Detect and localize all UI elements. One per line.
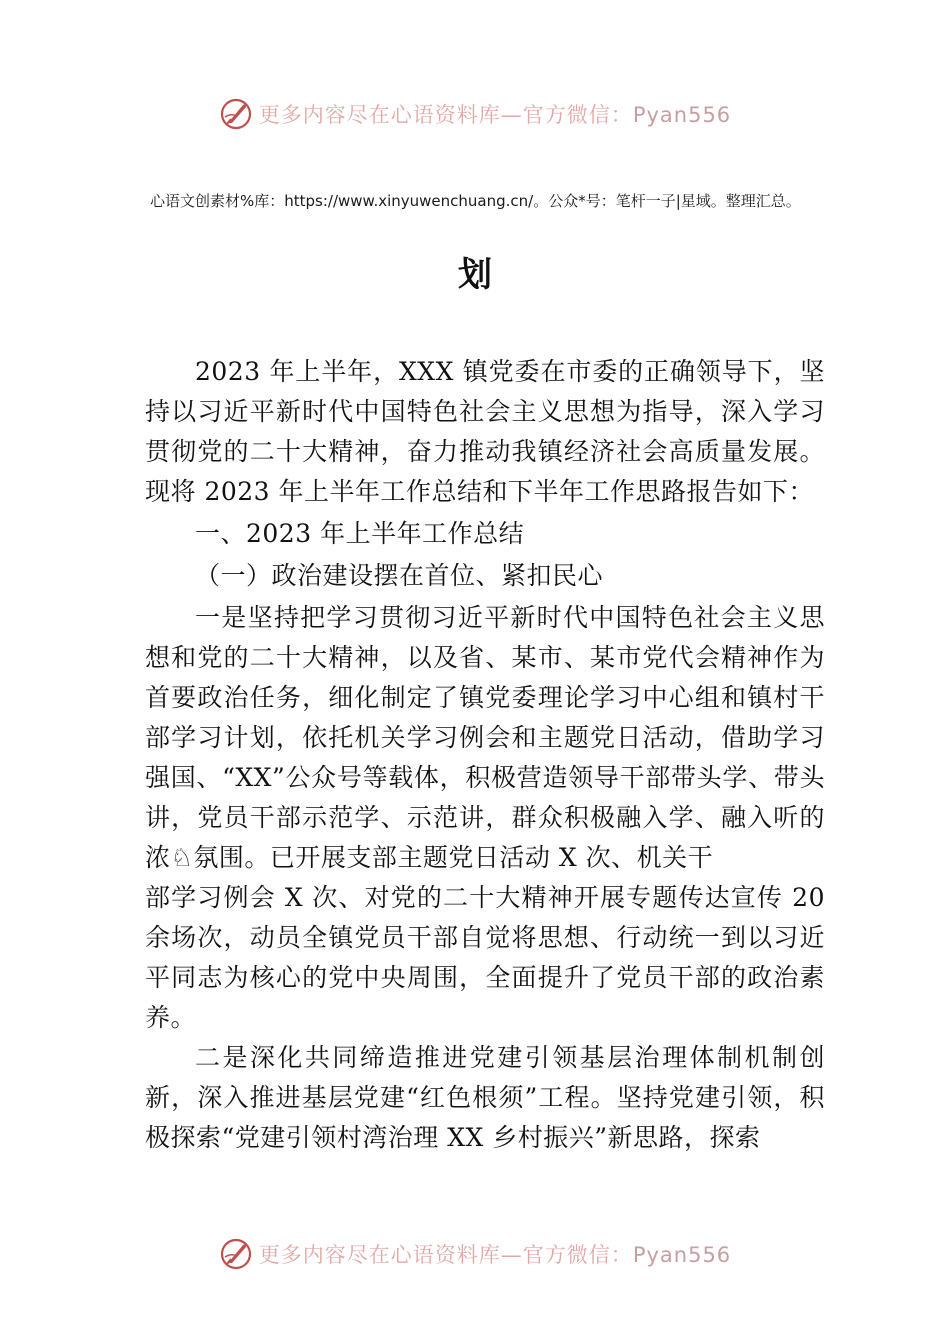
section-heading: 一、2023 年上半年工作总结 <box>195 519 525 548</box>
wechat-id: Pyan556 <box>632 103 732 127</box>
source-note: 心语文创素材%库：https://www.xinyuwenchuang.cn/。公众*号：笔杆一子|星域。整理汇总。 <box>150 192 801 210</box>
paragraph-point-1-cont: 部学习例会 X 次、对党的二十大精神开展专题传达宣传 20 余场次，动员全镇党员干部自觉将思想、行动统一到以习近平同志为核心的党中央周围，全面提升了党员干部的政治素养。 <box>145 883 825 1032</box>
footer-banner <box>0 1234 950 1274</box>
paragraph-point-1: 一是坚持把学习贯彻习近平新时代中国特色社会主义思想和党的二十大精神，以及省、某市、某市党代会精神作为首要政治任务，细化制定了镇党委理论学习中心组和镇村干部学习计划，依托机关学习例会和主题党日活动，借助学习强国、“XX”公众号等载体，积极营造领导干部带头学、带头讲，党员干部示范学、示范讲，群众积极融入学、融入听的浓♘氛围。已开展支部主题党日活动 X 次、机关干 <box>145 603 825 872</box>
wechat-id: Pyan556 <box>632 1243 732 1267</box>
banner-text: 更多内容尽在心语资料库—官方微信：Pyan556 <box>258 1243 732 1267</box>
subsection-heading: （一）政治建设摆在首位、紧扣民心 <box>195 561 604 590</box>
quill-pen-icon <box>219 1237 253 1271</box>
paragraph-point-2: 二是深化共同缔造推进党建引领基层治理体制机制创新，深入推进基层党建“红色根须”工程。坚持党建引领，积极探索“党建引领村湾治理 XX 乡村振兴”新思路，探索 <box>145 1043 825 1152</box>
banner-text: 更多内容尽在心语资料库—官方微信：Pyan556 <box>258 103 732 127</box>
header-banner <box>0 94 950 134</box>
quill-pen-icon <box>219 97 253 131</box>
paragraph-intro: 2023 年上半年，XXX 镇党委在市委的正确领导下，坚持以习近平新时代中国特色社会主义思想为指导，深入学习贯彻党的二十大精神，奋力推动我镇经济社会高质量发展。现将 2023 年上半年工作总结和下半年工作思路报告如下： <box>145 357 825 506</box>
page-title: 划 <box>458 255 492 295</box>
document-body <box>145 352 825 1158</box>
